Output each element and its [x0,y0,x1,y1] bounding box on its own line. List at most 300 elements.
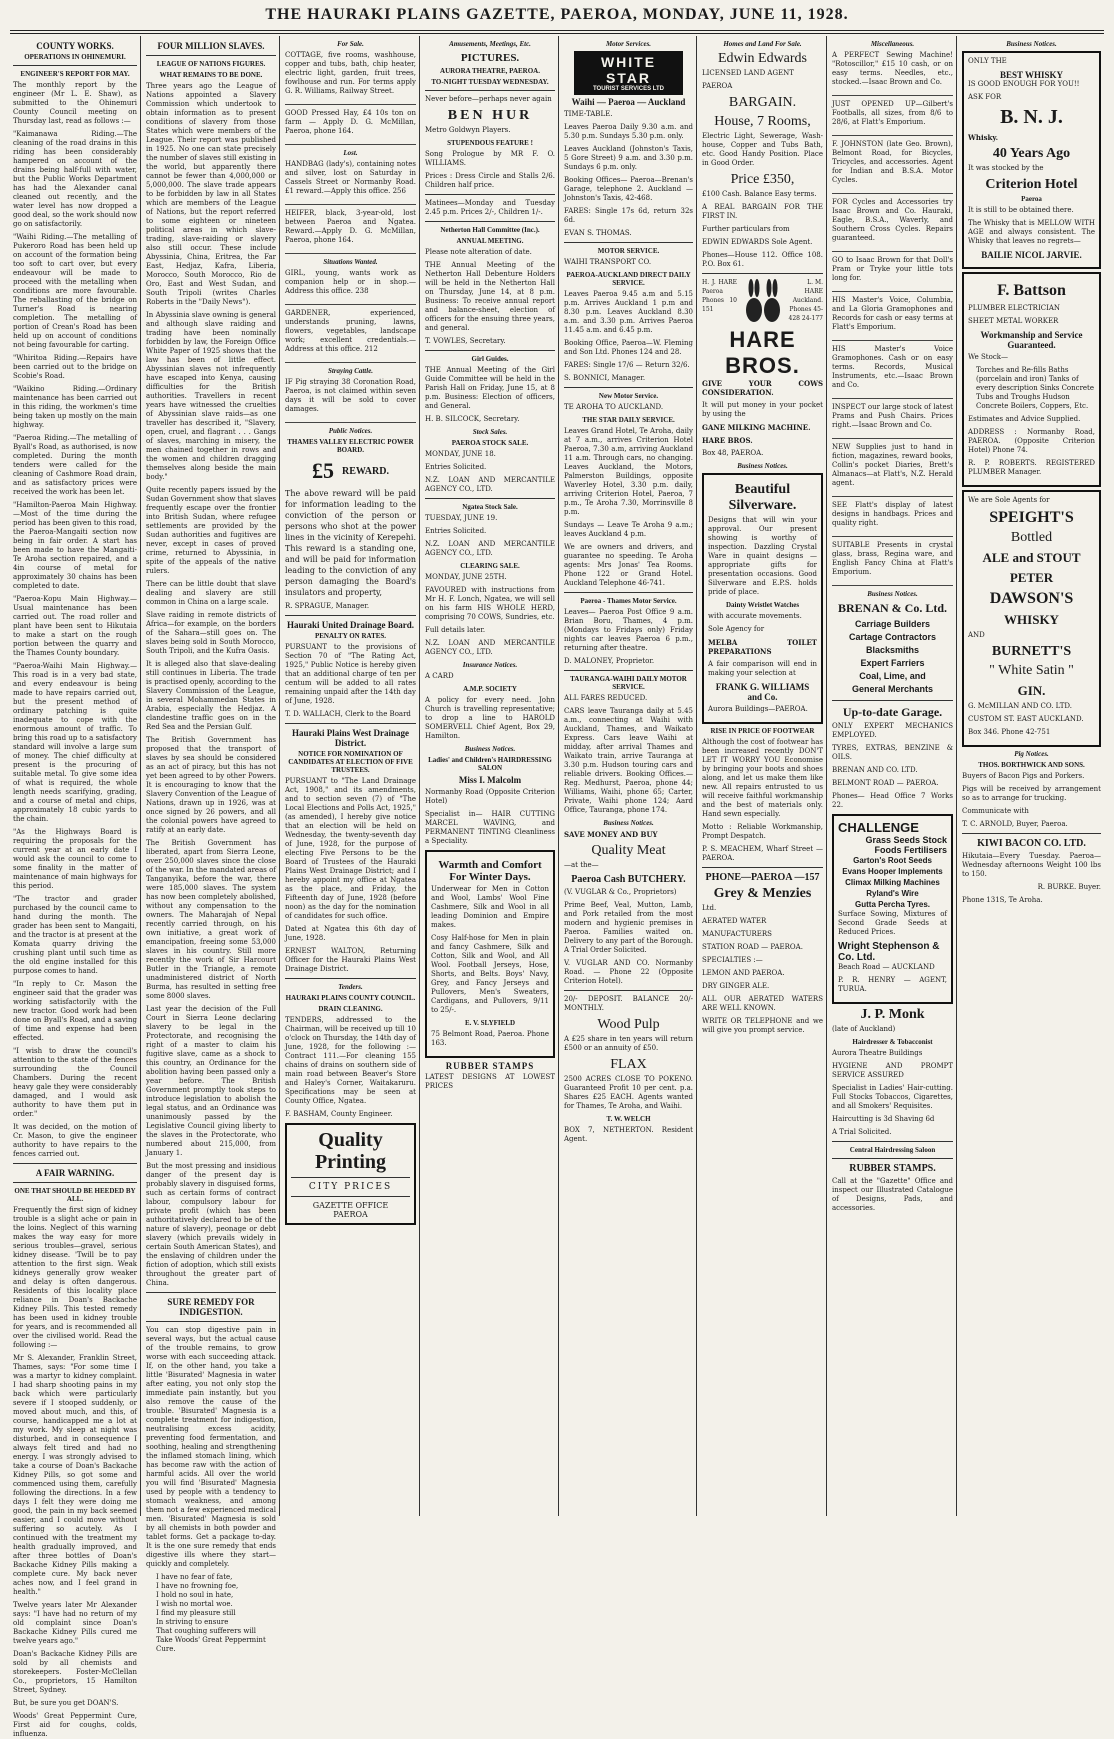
reward-text: The above reward will be paid for information leading to the conviction of the person or persons who shot at the power lines in the vicinity of Kerepehi. This reward is a standing one, and will be paid for information leading to the conviction of any person damaging the Board's insulators and property, [285,489,416,597]
battson-ad [962,272,1101,487]
notice-text: N.Z. LOAN AND MERCANTILE AGENCY CO., LTD. [425,639,555,656]
paragraph: The British Government has liberated, apart from Sierra Leone, over 250,000 slaves since the close of the war. In the mandated areas of Tanganyika, before the war, there were 185,000 slaves. The system has now been completely abolished, without any compensation to the owners. The Maharajah of Nepal recently carried through, on his own initiative, a great work of emancipation, freeing some 53,000 slaves in his country. Still more recently the work of Sir Harcourt Butler in the Triangle, a remote unadministered district of North Burma, has resulted in setting free some 8000 slaves. [146,839,276,1000]
signature: T. D. WALLACH, Clerk to the Board [285,710,411,718]
ad-text: A £25 share in ten years will return £500 or an annuity of £50. [564,1035,693,1052]
ad-line: PAEROA [702,82,733,90]
ad-title: Beautiful Silverware. [728,482,797,513]
classified-ad: HIS Master's Voice Gramophones. Cash or on easy terms. Records, Musical Instruments, etc.—Isaac Brown and Co. [832,345,953,389]
ad-title: Miss I. Malcolm [458,775,522,785]
ad-line: Normanby Road (Opposite Criterion Hotel) [425,788,555,805]
paragraph: Frequently the first sign of kidney trouble is a slight ache or pain in the loins. Neglect of this warning makes the way easy for more serious troubles—gravel, serious kidney disease. 'Twill be to pay attention to the first sign. Weak kidneys generally grow weaker and delay is often dangerous. Residents of this locality place reliance in Doan's Backache Kidney Pills. This tested remedy has been used in kidney trouble for years, and is recommended all over the civilised world. Read the following :— [13,1206,137,1349]
ad-line: EDWIN EDWARDS Sole Agent. [702,238,813,246]
article-headline: FOUR MILLION SLAVES. [157,41,265,51]
ad-title: PETER [1009,570,1054,585]
ad-title: Ladies' and Children's HAIRDRESSING SALON [428,756,552,772]
ad-title: Hairdresser & Tobacconist [852,1038,933,1046]
paragraph: The British Government has proposed that the transport of slaves by sea should be considered as an act of piracy, but this has not yet been agreed to by other Powers. It is encouraging to know that the Slavery Convention of the League of Nations, drawn up in 1926, was at once signed by 26 powers, and all the colonial powers have agreed to ratify at an early date. [146,736,276,834]
ad-text: Pigs will be received by arrangement so as to arrange for trucking. [962,785,1101,802]
ad-line: GIVE YOUR COWS CONSIDERATION. [702,379,823,397]
ad-text: Leaves Grand Hotel, Te Aroha, daily at 7 a.m., arrives Criterion Hotel Paeroa, 7.30 a.m, arriving Auckland 11 a.m. Through cars, no changing. Leaves Auckland, the Motors, Palmerston Buildings, opposite Waverley Hotel, 3.30 p.m. daily, arriving Criterion Hotel, Paeroa, 7 p.m., Te Aroha 7.30, Morrinsville 8 p.m. [564,427,693,516]
paragraph: "Whiritoa Riding.—Repairs have been carried out to the bridge on Scobie's Road. [13,354,137,380]
ad-title: New Motor Service. [598,392,659,400]
rabbits-icon [741,278,785,324]
notice-text: THE Annual Meeting of the Netherton Hall Debenture Holders will be held in the Netherton Hall on Thursday, June 14, at 8 p.m. Business: To receive annual report and balance-sheet, election of officers for the ensuing three years, and general. [425,261,555,332]
notice-heading: HAURAKI PLAINS COUNTY COUNCIL. [285,994,416,1002]
ad-line: Communicate with [962,807,1029,815]
poem-line: I wish no mortal woe. [156,1600,233,1608]
section-heading: Insurance Notices. [462,661,518,669]
ad-text: Surface Sowing, Mixtures of Second Grade Seeds at Reduced Prices. [838,910,947,936]
ad-text: £100 Cash. Balance Easy terms. [702,190,817,198]
section-heading: Situations Wanted. [323,258,378,266]
ad-line: EVAN S. THOMAS. [564,229,632,237]
ad-line: S. BONNICI, Manager. [564,374,646,382]
bnj-whisky-ad [962,51,1101,269]
ad-text: Leaves— Paeroa Post Office 9 a.m. Brian Boru, Thames, 4 p.m. (Mondays to Fridays only) Friday nights car leaves Paeroa 6 p.m., returning after theatre. [564,608,693,652]
ad-title: Criterion Hotel [985,177,1078,192]
notice-text: Please note alteration of date. [425,248,532,256]
classified-ad: HEIFER, black, 3-year-old, lost between Paeroa and Ngatea. Reward.—Apply D. G. McMillan, Paeroa, phone 164. [285,209,416,244]
column-divider [696,36,697,1516]
section-heading: Tenders. [338,983,363,991]
ad-title: Paeroa Cash BUTCHERY. [571,874,686,885]
notice-text: MONDAY, JUNE 25TH. [425,573,507,581]
ad-line: L. M. HARE Auckland. Phones 45-428 24-177 [788,279,823,322]
ad-title: ALE and STOUT [982,550,1081,565]
ad-text: FARES: Single 17s 6d, return 32s 6d. [564,207,693,224]
paragraph: But, be sure you get DOAN'S. [13,1699,119,1707]
notice-text: N.Z. LOAN AND MERCANTILE AGENCY CO., LTD. [425,540,555,557]
article-headline: SURE REMEDY FOR INDIGESTION. [167,1297,255,1317]
poem-line: I hold no soul in hate, [156,1591,234,1599]
ad-text: Hikutaia—Every Tuesday. Paeroa—Wednesday afternoons Weight 100 lbs to 150. [962,852,1101,878]
ad-text: FARES: Single 17/6 — Return 32/6. [564,361,690,369]
ad-line: TO-NIGHT TUESDAY WEDNESDAY. [431,78,549,86]
ad-line: Box 346. Phone 42-751 [968,728,1051,736]
white-star-logo [574,51,683,95]
section-heading: Pig Notices. [1014,750,1049,758]
classified-ad: HANDBAG (lady's), containing notes and silver, lost on Saturday in Cassels Street or Normanby Road. £1 reward.—Apply this office. 256 [285,160,416,195]
ad-line: We are Sole Agents for [968,496,1050,504]
ad-line: R. BURKE. Buyer. [1037,883,1101,891]
paragraph: In Abyssinia slave owning is general and although slave raiding and trading have been nominally forbidden by law, the Foreign Office White Paper of 1925 shows that the law has been of little effect. Abyssinian slaves not infrequently have escaped into Kenya, causing difficulties for the British authorities. Travellers in recent years have witnessed the cruelties of Abyssinian slave raids—as one traveller has described it, "Slavery, open, cruel, and flagrant . . . Gangs of slaves, marching in misery, the men chained together in rows and the women and children dragging themselves along beside the main body." [146,311,276,481]
notice-text: Dated at Ngatea this 6th day of June, 1928. [285,925,416,942]
masthead-rule [10,30,1104,31]
notice-text: Entries Solicited. [425,527,487,535]
ad-title: TAURANGA-WAIHI DAILY MOTOR SERVICE. [570,675,687,691]
paragraph: You can stop digestive pain in several ways, but the actual cause of the trouble remains, to grow worse with each succeeding attack. If, on the other hand, you take a little 'Bisurated' Magnesia in water after eating, you not only stop the immediate pain instantly, but you also remove the cause of the trouble. 'Bisurated' Magnesia is a complete treatment for indigestion, neutralising excess acidity, preventing food fermentation, and soothing, healing and strengthening the inflamed stomach lining, which has become raw with the action of harmful acids. All over the world you will find 'Bisurated' Magnesia used by people with a tendency to stomach weakness, and among them not a few experienced medical men. 'Bisurated' Magnesia is sold by all chemists in both powder and tablet forms. Get a package to-day. It is the one sure remedy that ends digestive ills where they start—quickly and completely. [146,1326,276,1568]
notice-heading: CLEARING SALE. [460,562,520,570]
ad-line: AND [968,631,985,639]
ad-title: KIWI BACON CO. LTD. [977,838,1086,849]
ad-line: Buyers of Bacon Pigs and Porkers. [962,772,1085,780]
speights-ad [962,490,1101,747]
ad-line: STATION ROAD — PAEROA. [702,943,803,951]
ad-title: FLAX [610,1057,647,1072]
ad-line: D. MALONEY, Proprietor. [564,657,655,665]
paragraph: Slave raiding in remote districts of Africa—for example, on the borders of the Sahara—still goes on. The slaves being sold in South Morocco, South Tripoli, and the Kufra Oasis. [146,611,276,655]
column-amusements [422,38,558,1516]
ad-title: CHALLENGE [838,820,919,835]
article-subhead: ONE THAT SHOULD BE HEEDED BY ALL. [14,1187,136,1203]
ad-title: Wright Stephenson & Co. Ltd. [838,941,940,963]
classified-ad: FOR Cycles and Accessories try Isaac Brown and Co. Hauraki, Eagle, B.S.A., Waverly, and Southern Cross Cycles. Repairs guaranteed. [832,198,953,242]
ad-line: PLUMBER ELECTRICIAN [968,304,1061,312]
ad-line: Gutta Percha Tyres. [855,900,930,909]
ad-line: WRITE OR TELEPHONE and we will give you prompt service. [702,1017,823,1034]
paragraph: Woods' Great Peppermint Cure, First aid for coughs, colds, influenza. [13,1712,137,1738]
ad-title: 40 Years Ago [992,146,1071,161]
ad-text: Specialist in Ladies' Hair-cutting. Full Stocks Tobaccos, Cigarettes, and all Smokers' Requisites. [832,1084,953,1110]
ad-line: TE AROHA TO AUCKLAND. [564,403,664,411]
notice-heading: Ngatea Stock Sale. [462,503,518,511]
ad-title: A.M.P. SOCIETY [463,685,517,693]
ad-title: J. P. Monk [860,1007,925,1022]
paragraph: Last year the decision of the Full Court in Sierra Leone declaring slavery to be legal in the Protectorate, and recognising the right of a master to claim his fugitive slave, came as a shock to this country, an Ordinance for the abolition having been passed only a year before. The British Government promptly took steps to introduce legislation to abolish the legal status, and an Ordinance was unanimously passed by the Legislative Council giving liberty to the slaves in the Protectorate, who numbered about 215,000, from January 1. [146,1005,276,1157]
notice-heading: THAMES VALLEY ELECTRIC POWER BOARD. [287,438,414,454]
column-divider [279,36,280,1516]
classified-ad: COTTAGE, five rooms, washhouse, copper and tubs, bath, chip heater, electric light, garden, fruit trees, fowlhouse and run. For terms apply G. R. Williams, Railway Street. [285,51,416,95]
ad-line: ASK FOR [968,93,1002,101]
reward-banner [285,458,416,484]
ad-text: Booking Office, Paeroa—W. Fleming and Son Ltd. Phones 124 and 28. [564,339,693,356]
paragraph: "The tractor and grader purchased by the council came to hand during the month. The grader has been sent to Mangaiti, and the tractor is at present at the Komata quarry driving the crushing plant until such time as the old engine installed for this purpose comes to hand. [13,895,137,975]
ad-line: Matinees—Monday and Tuesday 2.45 p.m. Prices 2/-, Children 1/-. [425,199,555,216]
ad-title: BARGAIN. [728,95,797,110]
ad-line: ALL FARES REDUCED. [564,694,648,702]
ad-line: IS GOOD ENOUGH FOR YOU!! [968,80,1080,88]
masthead: THE HAURAKI PLAINS GAZETTE, PAEROA, MONDAY, JUNE 11, 1928. [265,6,849,23]
ad-title: House, 7 Rooms, [714,114,811,129]
ad-line: LICENSED LAND AGENT [702,69,794,77]
ad-title: THE STAR DAILY SERVICE. [582,416,675,424]
ad-line: A REAL BARGAIN FOR THE FIRST IN. [702,203,823,220]
ad-text: Call at the "Gazette" Office and inspect our Illustrated Catalogue of Designs, Pads, and accessories. [832,1177,953,1212]
ad-title: Warmth and Comfort For Winter Days. [438,859,542,883]
ad-title: RISE IN PRICE OF FOOTWEAR [710,727,815,735]
ad-line: Further particulars from [702,225,790,233]
ad-line: A Trial Solicited. [832,1128,892,1136]
paragraph: Twelve years later Mr Alexander says: "I have had no return of my old complaint since Doan's Backache Kidney Pills cured me twelve years ago." [13,1601,137,1645]
service-line: Expert Farriers [860,658,925,668]
ad-title: BRENAN & Co. Ltd. [837,601,947,615]
paragraph: It was decided, on the motion of Cr. Mason, to give the engineer authority to have repairs to the fences carried out. [13,1123,137,1158]
notice-heading: Hauraki United Drainage Board. [286,620,414,630]
paragraph: Three years ago the League of Nations appointed a Slavery Commission which undertook to obtain information as to present conditions of slavery from those States which were members of the League. Their report was published in 1925. No one can state precisely the number of slaves still existing in the world, but apparently there cannot be fewer than 4,000,000 or 5,000,000. The slave trade appears to be forbidden by law in all States which are members of the League of Nations, but the report referred to some eighteen or nineteen political areas in which slave-trading, slave-raiding or slavery also still occur. These include Abyssinia, China, Eritrea, the Far East, Hedjaz, Kafra, Liberia, Morocco, South Morocco, Rio de Oro, East and West Sudan, and South Tripoli (writes Charles Roberts in the "Daily News"). [146,82,276,306]
ad-line: Ryland's Wire [866,889,919,898]
ad-text: We are owners and drivers, and guarantee no speeding. Te Aroha agents: Mrs Jonas' Tea Rooms. Phone 122 or Grand Hotel. Auckland Telephone 46-741. [564,543,693,587]
paragraph: "Waikino Riding.—Ordinary maintenance has been carried out in this riding, the workmen's time being taken up mostly on the main highway. [13,385,137,429]
ad-line: H. J. HARE Paeroa Phones 10 151 [702,279,737,313]
ad-line: LEMON AND PAEROA. [702,969,785,977]
paragraph: But the most pressing and insidious danger of the present day is probably slavery in disguised forms, such as certain forms of contract labour, compulsory labour for private profit (which has been authoritatively declared to be of the nature of slavery), peonage or debt slavery (which prevails widely in certain South American States), and the enslaving of children under the fiction of adoption, which still exists throughout the greater part of China. [146,1162,276,1287]
column-divider [956,36,957,1516]
notice-text: THE Annual Meeting of the Girl Guide Committee will be held in the Parish Hall on Friday, June 15, at 8 p.m. Business: Election of officers, and General. [425,366,555,410]
ad-line: G. McMILLAN AND CO. LTD. [968,702,1073,710]
ad-line: TYRES, EXTRAS, BENZINE & OILS. [832,744,953,761]
ad-text: A policy for every need. John Church is travelling representative; to drop a line to HAROLD SOMERVELL Chief Agent, Box 29, Hamilton. [425,696,555,740]
ad-text: Cosy Half-hose for Men in plain and fancy Cashmere, Silk and Cotton, Silk and Wool, and All Wool. Football Jerseys, Hose, Shorts, and Belts. Boys' Navy, Grey, and Fancy Jerseys and Pullovers, Men's Sweaters, Cardigans, and Pullovers, 9/11 to 25/-. [431,934,549,1014]
logo-text: WHITE STAR [600,54,657,86]
ad-line: Motto : Reliable Workmanship, Prompt Despatch. [702,823,823,840]
paragraph: "In reply to Cr. Mason the engineer said that the grader was working satisfactorily with the new tractor. Good work had been done on Byall's Road, and a saving of time and expense had been effected. [13,980,137,1042]
ad-line: Aurora Theatre Buildings [832,1049,923,1057]
section-heading: Public Notices. [328,427,373,435]
signature: T. VOWLES, Secretary. [425,337,506,345]
ad-line: SPECIALTIES :— [702,956,763,964]
reward-amount: £5 [312,458,335,483]
poem-line: In striving to ensure [156,1618,229,1626]
ad-title: SPEIGHT'S [989,509,1074,526]
ad-line: V. VUGLAR AND CO. Normanby Road. — Phone 22 (Opposite Criterion Hotel). [564,959,693,985]
notice-heading: Netherton Hall Committee (Inc.). [440,226,540,234]
article-headline: A FAIR WARNING. [35,1168,115,1178]
ad-line: Climax Milking Machines [845,878,940,887]
notice-text: FAVOURED with instructions from Mr H. F. Lonch, Ngatea, we will sell on his farm HIS WHOLE HERD, comprising 70 COWS, Sundries, etc. [425,586,555,621]
section-heading: Motor Services. [605,40,652,48]
ad-text: ADDRESS : Normanby Road, PAEROA. (Opposite Criterion Hotel) Phone 74. [968,428,1095,454]
paragraph: "As the Highways Board is requiring the proposals for the current year at an early date I would ask the council to come to some finality in the matter of maintenance of main highways for this period. [13,828,137,890]
ad-line: with accurate movements. [708,612,802,620]
section-heading: Business Notices. [1006,40,1057,48]
paragraph: Mr S. Alexander, Franklin Street, Thames, says: "For some time I was a martyr to kidney complaint. I had sharp shooting pains in my back which were particularly severe if I stooped suddenly, or moved about much, and this, of course, handicapped me a lot at my work. My sleep at night was disturbed, and in consequence I always felt tired and had no energy. I was strongly advised to take a course of Doan's Backache Kidney Pills, so got some and commenced using them, carefully following the directions. In a few days I felt they were doing me good, the pain in my back seemed easier, and I could move without suffering so acutely. As I continued with the treatment my health gradually improved, and after three bottles of Doan's Backache Kidney Pills making a complete cure. My back never aches now, and I feel grand in health." [13,1354,137,1596]
ad-line: CITY PRICES [308,1182,393,1192]
column-county-works [10,38,140,1738]
section-heading: Straying Cattle. [327,367,374,375]
signature: F. BASHAM, County Engineer. [285,1110,393,1118]
ad-line: TIME-TABLE. [564,110,613,118]
ad-text: Sundays — Leave Te Aroha 9 a.m.; leaves Auckland 4 p.m. [564,521,693,538]
ad-line: WAIHI TRANSPORT CO. [564,258,652,266]
ad-line: DRY GINGER ALE. [702,982,770,990]
poem-line: I have no frowning foe, [156,1582,239,1590]
column-motor [561,38,696,1516]
ad-line: Estimates and Advice Supplied. [968,415,1081,423]
ad-line: Paeroa [1021,195,1042,203]
signature: R. SPRAGUE, Manager. [285,602,370,610]
ad-line: P. S. MEACHEM, Wharf Street — PAEROA. [702,845,823,862]
column-divider [419,36,420,1516]
ad-line: Grass Seeds Stock Foods Fertilisers [865,835,947,855]
ad-line: ALL OUR AERATED WATERS ARE WELL KNOWN. [702,995,823,1012]
notice-subheading: NOTICE FOR NOMINATION OF CANDIDATES AT ELECTION OF FIVE TRUSTEES. [288,750,413,774]
notice-heading: Hauraki Plains West Drainage District. [291,728,410,748]
ad-title: BAILIE NICOL JARVIE. [981,250,1082,260]
ad-line: SAVE MONEY AND BUY [564,830,658,839]
section-heading: Business Notices. [737,462,788,470]
ad-line: Aurora Buildings—PAEROA. [708,705,808,713]
ad-line: Phones—House 112. Office 108. P.O. Box 61. [702,251,823,268]
ad-line: Haircutting is 3d Shaving 6d [832,1115,935,1123]
paragraph: It is alleged also that slave-dealing still continues in Liberia. The trade is practised openly, according to the Slavery Commission of the League, in several Mohammedan States in Arabia, especially the Hedjaz. A clandestine traffic goes on in the Red Sea and the Persian Gulf. [146,660,276,731]
ad-text: Prime Beef, Veal, Mutton, Lamb, and Pork retailed from the most modern and hygienic premises in Paeroa. Families waited on. Delivery to any part of the Borough. A Trial Order Solicited. [564,901,693,954]
ad-title: Up-to-date Garage. [842,705,943,719]
paragraph: "Kaimanawa Riding.—The cleaning of the road drains in this riding has been considerably hampered on account of the drains being half-full with water, but the Public Works Department has had the Alexander canal cleaned out recently, and the water level has now dropped a good deal, so the work should now go on satisfactorily. [13,130,137,228]
ad-line: SHEET METAL WORKER [968,317,1059,325]
ad-line: HYGIENE AND PROMPT SERVICE ASSURED [832,1062,953,1079]
ad-title: Wood Pulp [597,1017,660,1032]
signature: H. B. SILCOCK, Secretary. [425,415,520,423]
ad-line: A CARD [425,672,454,680]
ad-title: RUBBER STAMPS. [849,1163,936,1174]
ad-line: 20/- DEPOSIT. BALANCE 20/- MONTHLY. [564,995,693,1012]
service-line: Coal, Lime, and [859,671,926,681]
ad-line: Prices : Dress Circle and Stalls 2/6. Children half price. [425,172,555,189]
notice-text: Entries Solicited. [425,463,487,471]
classified-ad: INSPECT our large stock of latest Prams and Push Chairs. Prices right.—Isaac Brown and Co. [832,403,953,429]
ad-line: Song Prologue by MR F. O. WILLIAMS. [425,150,555,167]
article-subhead: WHAT REMAINS TO BE DONE. [159,71,263,79]
ad-line: Evans Hooper Implements [842,867,943,876]
ad-line: Phone 131S, Te Aroha. [962,896,1043,904]
ad-line: GAZETTE OFFICE [312,1201,389,1210]
ad-line: AERATED WATER [702,917,767,925]
column-divider [826,36,827,1516]
classified-ad: GIRL, young, wants work as companion help or in shop.—Address this office. 238 [285,269,416,295]
poem-line: I find my pleasure still [156,1609,236,1617]
ad-line: Sole Agency for [708,625,765,633]
ad-title: Workmanship and Service Guaranteed. [980,330,1083,350]
ad-line: (late of Auckland) [832,1025,896,1033]
hare-bros-logo: HARE BROS. [725,327,800,378]
paragraph: "Paeroa Riding.—The metalling of Byall's Road, as authorised, is now completed. During the month tenders were called for the cleaning of Cashmore Road drain, and as satisfactory prices were received the work has been let. [13,434,137,496]
ad-line: MANUFACTURERS [702,930,772,938]
service-line: Blacksmiths [865,645,920,655]
ad-title: Waihi — Paeroa — Auckland [571,97,686,107]
column-business [959,38,1104,1516]
signature: ERNEST WALTON, Returning Officer for the Hauraki Plains West Drainage District. [285,947,416,973]
section-heading: For Sale. [337,40,364,48]
ad-title: " White Satin " [989,663,1074,678]
ad-line: (V. VUGLAR & Co., Proprietors) [564,888,677,896]
ad-line: PAEROA [333,1210,368,1219]
quality-printing-ad [285,1123,416,1225]
ad-line: Never before—perhaps never again [425,95,552,103]
silverware-ad [702,473,823,724]
ad-line: Box 48, PAEROA. [702,449,764,457]
notice-text: PURSUANT to the provisions of Section 70 of "The Rating Act, 1925," Public Notice is hereby given that an additional charge of ten per centum will be added to all rates remaining unpaid after the 14th day of June, 1928. [285,643,416,705]
ad-line: GANE MILKING MACHINE. [702,423,811,432]
ad-title: Dainty Wristlet Watches [725,601,800,609]
column-miscellaneous [829,38,956,1516]
paragraph: "I wish to draw the council's attention to the state of the fences surrounding the Council Chambers. During the recent heavy gale they were considerably damaged, and I would ask authority to have them put in order." [13,1047,137,1118]
ad-line: CUSTOM ST. EAST AUCKLAND. [968,715,1084,723]
ad-line: MELBA TOILET PREPARATIONS [708,638,817,656]
classified-ad: GOOD Pressed Hay, £4 10s ton on farm — Apply D. G. McMillan, Paeroa, phone 164. [285,109,416,135]
poem-line: That coughing sufferers will [156,1627,257,1635]
ad-line: LATEST DESIGNS AT LOWEST PRICES [425,1073,555,1090]
ad-text: 2500 ACRES CLOSE TO POKENO. Guaranteed Profit 10 per cent. p.a. Shares £25 EACH. Agents wanted for Thames, Te Aroha, and Waihi. [564,1075,693,1110]
ad-title: PAEROA-AUCKLAND DIRECT DAILY SERVICE. [566,271,691,287]
ad-title: Central Hairdressing Saloon [849,1146,936,1154]
ad-text: Electric Light, Sewerage, Wash-house, Copper and Tubs Bath, etc. Good Handy Position. Place in Good Order. [702,132,823,167]
paragraph: Quite recently papers issued by the Sudan Government show that slaves frequently escape over the frontier into British Sudan, where refugee settlements are provided by the Sudan authorities and fugitives are never, except in cases of proved crime, returned to Abyssinia, in spite of the appeals of the native rulers. [146,486,276,575]
ad-line: 75 Belmont Road, Paeroa. Phone 163. [431,1030,549,1047]
service-line: General Merchants [851,684,934,694]
ad-title: F. Battson [997,282,1066,299]
ad-line: STUPENDOUS FEATURE ! [447,139,533,147]
classified-ad: IF Pig straying 38 Coronation Road, Paeroa, is not claimed within seven days it will be sold to cover damages. [285,378,416,413]
poem-line: I have no fear of fate, [156,1573,233,1581]
article-subhead: LEAGUE OF NATIONS FIGURES. [156,60,266,68]
notice-text: Full details later. [425,626,486,634]
classified-ad: A PERFECT Sewing Machine! "Rotoscillor," £15 10 cash, or on easy terms. Needles, etc., stocked.—Isaac Brown and Co. [832,51,953,86]
ad-line: BOX 7, NETHERTON. Resident Agent. [564,1126,693,1143]
paragraph: There can be little doubt that slave dealing and slavery are still common in China on a large scale. [146,580,276,606]
ad-line: We Stock— [968,353,1008,361]
notice-text: N.Z. LOAN AND MERCANTILE AGENCY CO., LTD. [425,476,555,493]
paragraph: "Hamilton-Paeroa Main Highway.—Most of the time during the period has been given to this road, the Paeroa-Mangaiti section now being in fair order. A start has been made to have the Mangaiti-Te Aroha section repaired, and a 4in course of metal for approximately 30 chains has been completed to date. [13,501,137,590]
ad-text: R. P. ROBERTS. REGISTERED PLUMBER Manager. [968,459,1095,476]
notice-text: TENDERS, addressed to the Chairman, will be received up till 10 o'clock on Thursday, the 14th day of June, 1928, for the following :— Contract 111.—For cleaning 155 chains of drains on southern side of main road between Beaver's Store and Haley's Corner, Waitakaruru. Specifications may be seen at County Office, Ngatea. [285,1016,416,1105]
ad-title: B. N. J. [1000,106,1063,128]
article-subhead: OPERATIONS IN OHINEMURI. [24,53,126,61]
ad-line: P. R. HENRY — AGENT, TURUA. [838,976,947,993]
ad-text: It will put money in your pocket by using the [702,401,823,418]
ad-title: Price £350, [730,172,795,187]
paragraph: "Waihi Riding.—The metalling of Pukeroro Road has been held up on account of the formation being too soft to cart over, but every endeavour will be made to proceed with the metalling when conditions are more favourable. The reballasting of the bridge on Turner's Road is nearing completion. The metalling of portion of Crean's Road has been held up on account of conditions not being favourable for carting. [13,233,137,349]
article-headline: COUNTY WORKS. [36,41,114,51]
column-divider [140,36,141,1516]
ad-text: Designs that will win your approval. Our present showing is worthy of inspection. Dazzling Crystal Ware in quaint designs — appropriate gifts for presentation occasions. Good Silverware and E.P.S. holds pride of place. [708,516,817,596]
hare-bros-header [702,278,823,327]
service-line: Cartage Contractors [848,632,937,642]
classified-ad: SUITABLE Presents in crystal glass, brass, Regina ware, and English Fancy China at Flatt's Emporium. [832,541,953,576]
ad-line: HARE BROS. [702,436,753,445]
ad-title: E. V. SLYFIELD [464,1019,516,1027]
ad-text: Torches and Re-fills Baths (porcelain and iron) Tanks of every description Sinks Concrete Tubs and Troughs Hudson Concrete Boilers, Coppers, Etc. [976,366,1095,410]
notice-text: PURSUANT to "The Land Drainage Act, 1908," and its amendments, and to section seven (7) of "The Local Elections and Polls Act, 1925," (as amended), I hereby give notice that an election will be held on Wednesday, the twenty-seventh day of June, 1928, for the purpose of electing Five Persons to be the Board of Trustees of the Hauraki Plains West Drainage District; and I hereby appoint my office at Ngatea as the place, and Friday, the Fifteenth day of June, 1928 (before noon) as the day for the nomination of candidates for such office. [285,777,416,920]
paragraph: Doan's Backache Kidney Pills are sold by all chemists and storekeepers. Foster-McClellan Co., proprietors, 15 Hamilton Street, Sydney. [13,1650,137,1694]
section-heading: Business Notices. [867,590,918,598]
ad-line: BEST WHISKY [1000,70,1063,80]
ad-text: Booking Offices— Paeroa—Brenan's Garage, telephone 2. Auckland — Johnston's Taxis, 42-468. [564,176,693,202]
ad-title: MOTOR SERVICE. [597,247,660,255]
ad-line: BRENAN AND CO. LTD. [832,766,918,774]
ad-title: Grey & Menzies [713,886,812,901]
ad-title: T. W. WELCH [606,1115,651,1123]
classified-ad: F. JOHNSTON (late Geo. Brown), Belmont Road, for Bicycles, Tricycles, and accessories. Agent for Indian and B.S.A. Motor Cycles. [832,140,953,184]
column-classifieds [282,38,419,1516]
service-line: Carriage Builders [854,619,931,629]
notice-heading: Girl Guides. [471,355,509,363]
ad-line: It was stocked by the [968,164,1044,172]
brenan-services [832,618,953,696]
poem-line: Take Woods' Great Peppermint Cure. [156,1636,266,1653]
paragraph: "Paeroa-Waihi Main Highway.—This road is in a very bad state, and every endeavour is being made to have repairs carried out, but the present method of ordinary patching is quite inadequate to cope with the enormous amount of traffic. To bring this road up to a satisfactory standard will involve a large sum of money. The chief difficulty at present is the procuring of suitable metal. To give some idea of what is required, the whole length needs scarifying, grading, and a course of metal and chips, approximately 18 cubic yards to the chain. [13,662,137,823]
column-divider [558,36,559,1516]
ad-text: Leaves Paeroa 9.45 a.m and 5.15 p.m. Arrives Auckland 1 p.m and 8.30 p.m. Leaves Auckland 8.30 a.m. and 3.30 p.m. Arrives Paeroa 11.45 a.m. and 6.45 p.m. [564,290,693,334]
ad-title: BURNETT'S [991,644,1072,659]
paragraph: The monthly report by the engineer (Mr L. E. Shaw), as submitted to the Ohinemuri County Council meeting on Thursday last, read as follows :— [13,81,137,125]
ad-text: Although the cost of footwear has been increased recently DON'T LET IT WORRY YOU Economise by bringing your boots and shoes along, and let us make them like new. All repairs entrusted to us will receive faithful workmanship and the best of materials only. Hand sewn especially. [702,738,823,818]
section-heading: Homes and Land For Sale. [723,40,802,48]
notice-subheading: PENALTY ON RATES. [314,632,387,640]
ad-title: FRANK G. WILLIAMS and Co. [715,682,810,702]
notice-subheading: ANNUAL MEETING. [456,237,524,245]
ad-title: THOS. BORTHWICK AND SONS. [978,761,1085,769]
ad-text: Specialist in— HAIR CUTTING MARCEL WAVING, and PERMANENT TINTING Cleanliness a Speciality. [425,810,555,845]
ad-line: Bottled [1010,530,1053,545]
ad-title: Edwin Edwards [717,51,808,66]
ad-text: A fair comparison will end in making your selection at [708,660,817,677]
ad-line: Metro Goldwyn Players. [425,126,511,134]
ad-line: Ltd. [702,904,717,912]
classified-ad: SEE Flatt's display of latest designs in handbags. Prices and quality right. [832,501,953,527]
ad-line: T. C. ARNOLD, Buyer, Paeroa. [962,820,1068,828]
ad-title: GIN. [1017,683,1046,698]
ad-line: ONLY EXPERT MECHANICS EMPLOYED. [832,722,953,739]
